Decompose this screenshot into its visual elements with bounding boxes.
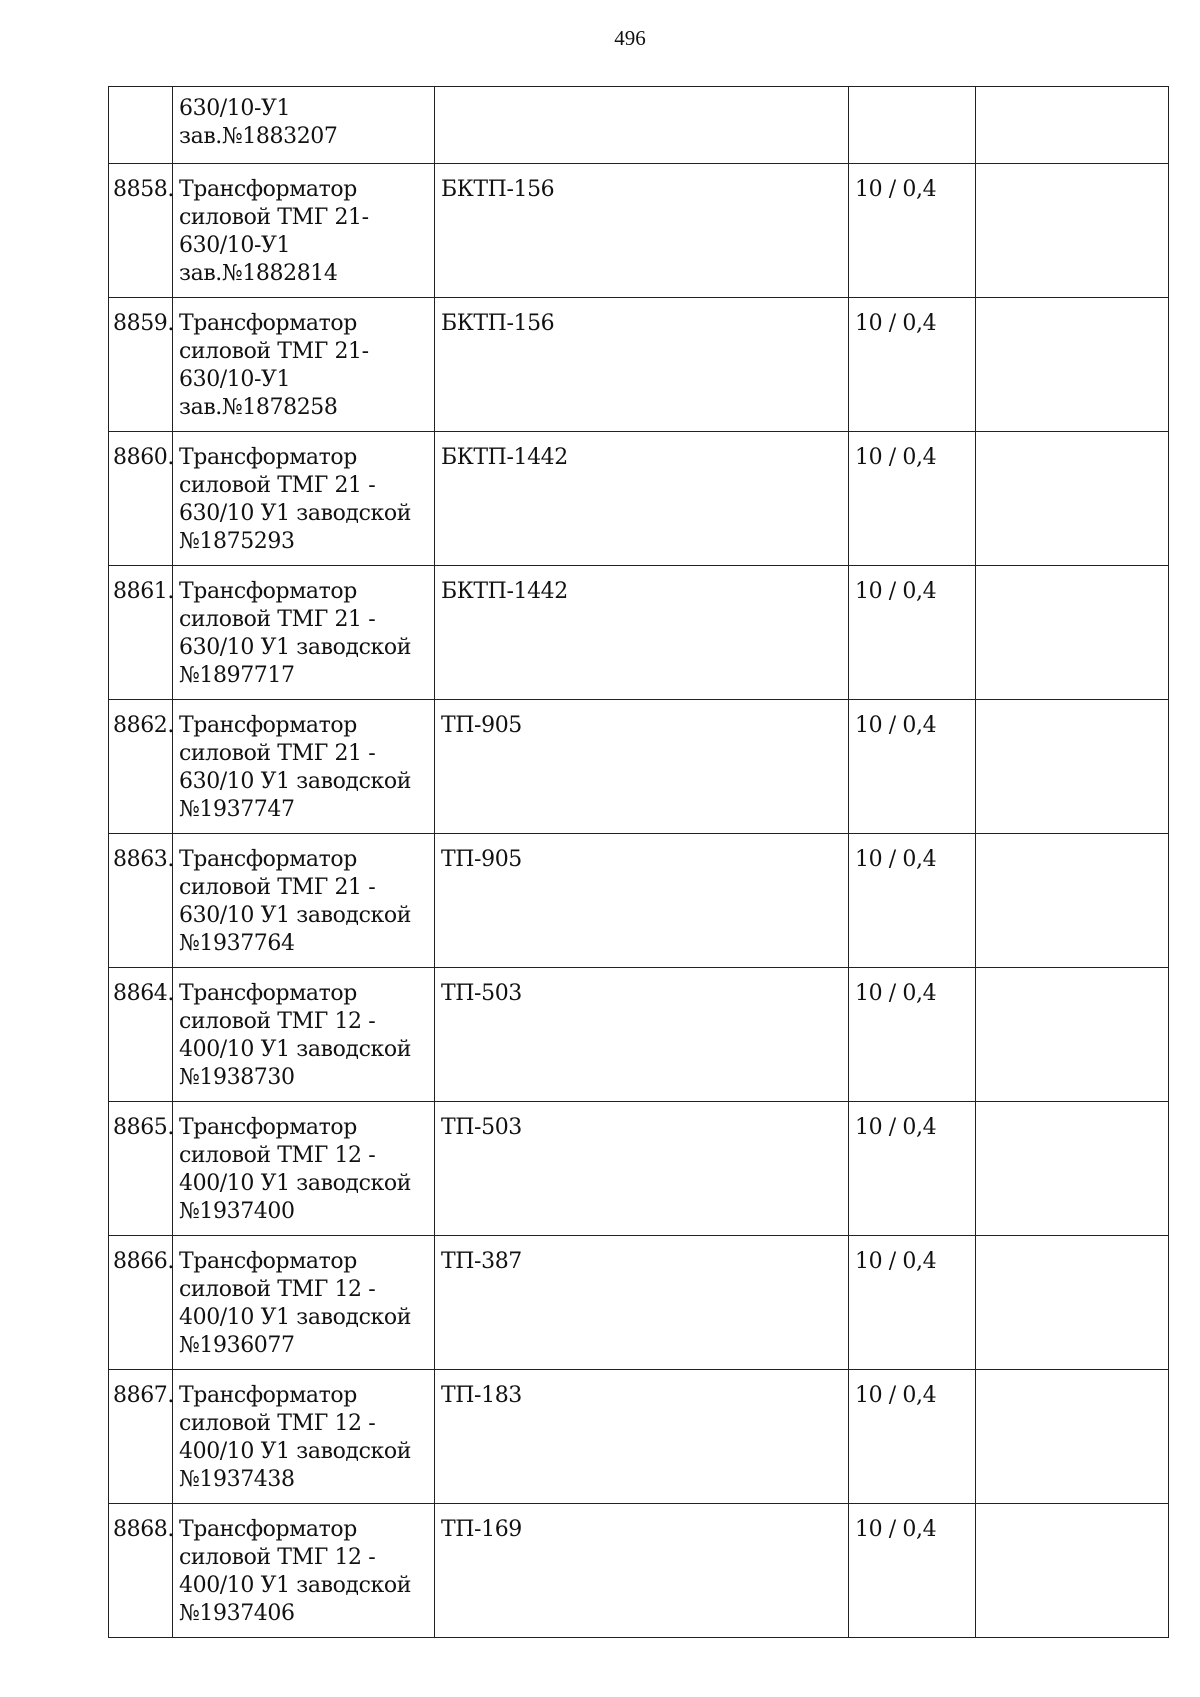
equipment-name-cell bbox=[173, 1102, 435, 1236]
table-row bbox=[109, 1102, 1169, 1236]
extra-cell bbox=[976, 1236, 1169, 1370]
table-row bbox=[109, 1236, 1169, 1370]
equipment-name-line: Трансформатор bbox=[179, 445, 357, 470]
equipment-name-line: силовой ТМГ 12 - bbox=[179, 1277, 376, 1302]
equipment-name-cell bbox=[173, 566, 435, 700]
equipment-name-line: Трансформатор bbox=[179, 579, 357, 604]
transformer-table bbox=[108, 86, 1169, 1638]
row-number-cell: 8858. bbox=[109, 164, 173, 298]
equipment-name-line: Трансформатор bbox=[179, 713, 357, 738]
table-row bbox=[109, 968, 1169, 1102]
substation-cell: ТП-905 bbox=[435, 834, 849, 968]
substation-cell: ТП-905 bbox=[435, 700, 849, 834]
substation-cell: ТП-503 bbox=[435, 1102, 849, 1236]
equipment-name-line: Трансформатор bbox=[179, 1115, 357, 1140]
substation-cell: БКТП-1442 bbox=[435, 432, 849, 566]
equipment-name-line: 400/10 У1 заводской bbox=[179, 1305, 411, 1330]
equipment-name-line: 400/10 У1 заводской bbox=[179, 1171, 411, 1196]
row-number-cell: 8868. bbox=[109, 1504, 173, 1638]
equipment-name-line: №1937764 bbox=[179, 931, 295, 956]
equipment-name-line: №1937747 bbox=[179, 797, 295, 822]
equipment-name-line: зав.№1882814 bbox=[179, 261, 338, 286]
voltage-cell: 10 / 0,4 bbox=[849, 700, 976, 834]
table-row bbox=[109, 87, 1169, 164]
table-row bbox=[109, 834, 1169, 968]
equipment-name-line: силовой ТМГ 12 - bbox=[179, 1143, 376, 1168]
extra-cell bbox=[976, 834, 1169, 968]
equipment-name-line: зав.№1883207 bbox=[179, 124, 338, 149]
table-row bbox=[109, 164, 1169, 298]
equipment-name-cell bbox=[173, 87, 435, 164]
substation-cell: БКТП-156 bbox=[435, 298, 849, 432]
row-number-cell: 8861. bbox=[109, 566, 173, 700]
equipment-name-line: силовой ТМГ 12 - bbox=[179, 1545, 376, 1570]
equipment-name-cell bbox=[173, 432, 435, 566]
row-number-cell: 8860. bbox=[109, 432, 173, 566]
equipment-name-line: 400/10 У1 заводской bbox=[179, 1439, 411, 1464]
extra-cell bbox=[976, 1370, 1169, 1504]
equipment-name-line: 630/10 У1 заводской bbox=[179, 501, 411, 526]
equipment-name-line: силовой ТМГ 21 - bbox=[179, 607, 376, 632]
equipment-name-cell bbox=[173, 968, 435, 1102]
equipment-name-line: Трансформатор bbox=[179, 177, 357, 202]
equipment-name-cell bbox=[173, 1370, 435, 1504]
equipment-name-line: 630/10-У1 bbox=[179, 367, 291, 392]
equipment-name-line: №1936077 bbox=[179, 1333, 295, 1358]
equipment-name-line: 400/10 У1 заводской bbox=[179, 1037, 411, 1062]
row-number-cell: 8862. bbox=[109, 700, 173, 834]
voltage-cell: 10 / 0,4 bbox=[849, 1370, 976, 1504]
equipment-name-line: Трансформатор bbox=[179, 981, 357, 1006]
substation-cell: ТП-183 bbox=[435, 1370, 849, 1504]
equipment-name-line: Трансформатор bbox=[179, 311, 357, 336]
equipment-name-line: силовой ТМГ 21- bbox=[179, 339, 369, 364]
voltage-cell: 10 / 0,4 bbox=[849, 566, 976, 700]
table-row bbox=[109, 298, 1169, 432]
voltage-cell bbox=[849, 87, 976, 164]
equipment-name-cell bbox=[173, 1236, 435, 1370]
extra-cell bbox=[976, 968, 1169, 1102]
equipment-name-line: 630/10-У1 bbox=[179, 233, 291, 258]
extra-cell bbox=[976, 566, 1169, 700]
row-number-cell: 8867. bbox=[109, 1370, 173, 1504]
substation-cell bbox=[435, 87, 849, 164]
equipment-name-line: Трансформатор bbox=[179, 847, 357, 872]
extra-cell bbox=[976, 700, 1169, 834]
voltage-cell: 10 / 0,4 bbox=[849, 432, 976, 566]
equipment-name-cell bbox=[173, 1504, 435, 1638]
voltage-cell: 10 / 0,4 bbox=[849, 164, 976, 298]
substation-cell: ТП-387 bbox=[435, 1236, 849, 1370]
substation-cell: БКТП-1442 bbox=[435, 566, 849, 700]
equipment-name-line: 400/10 У1 заводской bbox=[179, 1573, 411, 1598]
table-row bbox=[109, 432, 1169, 566]
row-number-cell: 8859. bbox=[109, 298, 173, 432]
equipment-name-line: Трансформатор bbox=[179, 1249, 357, 1274]
extra-cell bbox=[976, 1504, 1169, 1638]
equipment-name-line: 630/10 У1 заводской bbox=[179, 635, 411, 660]
equipment-name-line: зав.№1878258 bbox=[179, 395, 338, 420]
substation-cell: БКТП-156 bbox=[435, 164, 849, 298]
table-body bbox=[109, 87, 1169, 1638]
equipment-name-cell bbox=[173, 834, 435, 968]
equipment-name-cell bbox=[173, 298, 435, 432]
voltage-cell: 10 / 0,4 bbox=[849, 298, 976, 432]
voltage-cell: 10 / 0,4 bbox=[849, 1504, 976, 1638]
row-number-cell: 8863. bbox=[109, 834, 173, 968]
equipment-name-line: №1937400 bbox=[179, 1199, 295, 1224]
page-number: 496 bbox=[614, 26, 646, 50]
table-row bbox=[109, 1370, 1169, 1504]
equipment-name-line: силовой ТМГ 21 - bbox=[179, 875, 376, 900]
extra-cell bbox=[976, 298, 1169, 432]
extra-cell bbox=[976, 164, 1169, 298]
equipment-name-line: №1897717 bbox=[179, 663, 295, 688]
equipment-name-cell bbox=[173, 164, 435, 298]
equipment-name-line: №1937438 bbox=[179, 1467, 295, 1492]
equipment-name-line: силовой ТМГ 21- bbox=[179, 205, 369, 230]
extra-cell bbox=[976, 1102, 1169, 1236]
equipment-name-line: силовой ТМГ 12 - bbox=[179, 1411, 376, 1436]
equipment-name-line: 630/10-У1 bbox=[179, 96, 291, 121]
voltage-cell: 10 / 0,4 bbox=[849, 1102, 976, 1236]
substation-cell: ТП-503 bbox=[435, 968, 849, 1102]
equipment-name-cell bbox=[173, 700, 435, 834]
equipment-name-line: №1937406 bbox=[179, 1601, 295, 1626]
equipment-name-line: силовой ТМГ 21 - bbox=[179, 473, 376, 498]
equipment-name-line: силовой ТМГ 12 - bbox=[179, 1009, 376, 1034]
row-number-cell: 8864. bbox=[109, 968, 173, 1102]
voltage-cell: 10 / 0,4 bbox=[849, 1236, 976, 1370]
substation-cell: ТП-169 bbox=[435, 1504, 849, 1638]
table-row bbox=[109, 700, 1169, 834]
extra-cell bbox=[976, 432, 1169, 566]
equipment-name-line: Трансформатор bbox=[179, 1517, 357, 1542]
voltage-cell: 10 / 0,4 bbox=[849, 834, 976, 968]
extra-cell bbox=[976, 87, 1169, 164]
equipment-name-line: 630/10 У1 заводской bbox=[179, 769, 411, 794]
table-row bbox=[109, 566, 1169, 700]
equipment-name-line: №1938730 bbox=[179, 1065, 295, 1090]
row-number-cell: 8865. bbox=[109, 1102, 173, 1236]
equipment-name-line: силовой ТМГ 21 - bbox=[179, 741, 376, 766]
equipment-name-line: 630/10 У1 заводской bbox=[179, 903, 411, 928]
equipment-name-line: Трансформатор bbox=[179, 1383, 357, 1408]
table-row bbox=[109, 1504, 1169, 1638]
voltage-cell: 10 / 0,4 bbox=[849, 968, 976, 1102]
row-number-cell bbox=[109, 87, 173, 164]
equipment-name-line: №1875293 bbox=[179, 529, 295, 554]
row-number-cell: 8866. bbox=[109, 1236, 173, 1370]
